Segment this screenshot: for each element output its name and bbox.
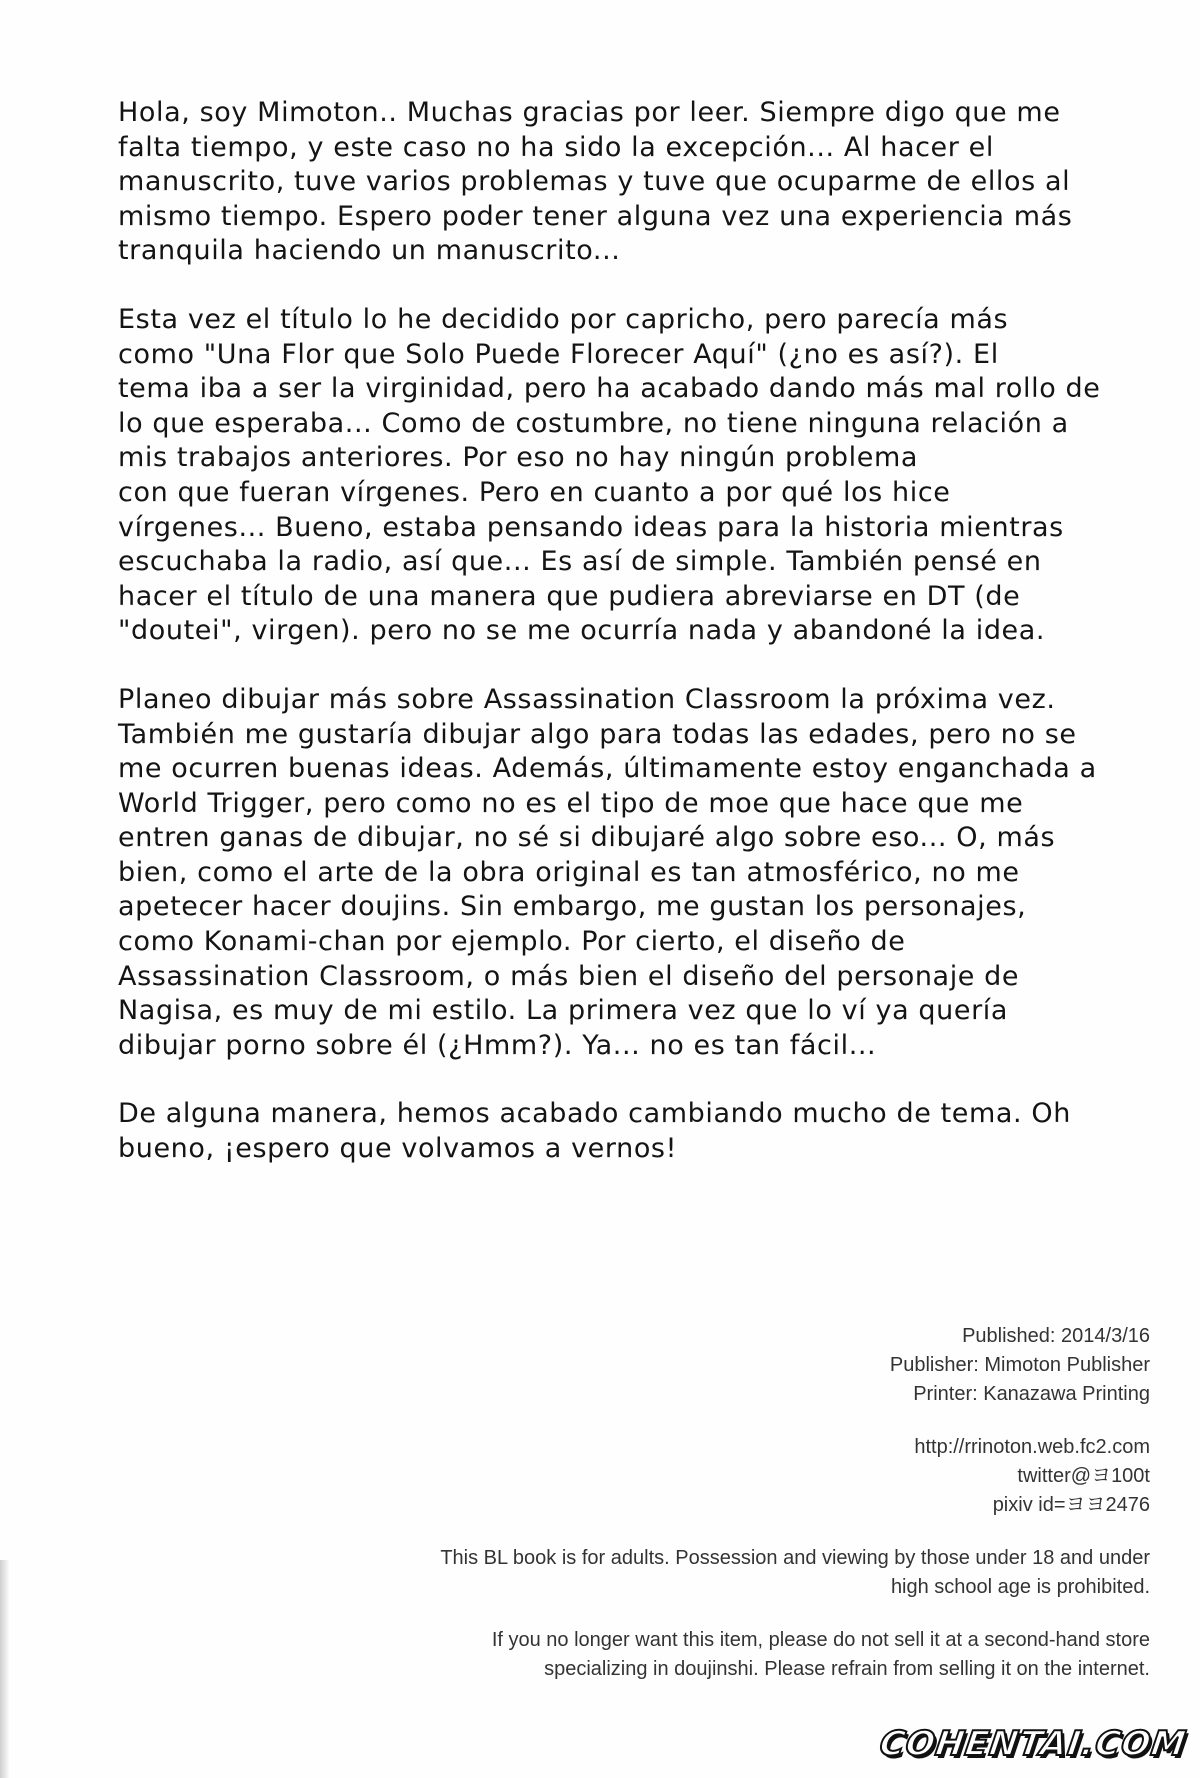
afterword-text bbox=[118, 96, 1118, 1201]
publisher-name: Publisher: Mimoton Publisher bbox=[889, 1354, 1150, 1376]
notice-line: If you no longer want this item, please do not sell it at a second-hand store bbox=[491, 1629, 1150, 1651]
text-line: Planeo dibujar más sobre Assassination Classroom la próxima vez. bbox=[118, 683, 1056, 715]
afterword-paragraph-4 bbox=[118, 1097, 1118, 1166]
text-line: Hola, soy Mimoton.. Muchas gracias por leer. Siempre digo que me bbox=[118, 97, 1061, 128]
text-line: bien, como el arte de la obra original es tan atmosférico, no me bbox=[118, 856, 1020, 888]
text-line: bueno, ¡espero que volvamos a vernos! bbox=[118, 1133, 678, 1165]
text-line: entren ganas de dibujar, no sé si dibujaré algo sobre eso... O, más bbox=[118, 822, 1056, 854]
printer-name: Printer: Kanazawa Printing bbox=[913, 1383, 1150, 1405]
text-line: tranquila haciendo un manuscrito... bbox=[118, 235, 621, 267]
text-line: World Trigger, pero como no es el tipo de moe que hace que me bbox=[118, 787, 1024, 819]
twitter-handle: twitter@ヨ100t bbox=[1017, 1465, 1150, 1487]
text-line: apetecer hacer doujins. Sin embargo, me gustan los personajes, bbox=[118, 891, 1027, 923]
afterword-paragraph-2 bbox=[118, 303, 1118, 649]
text-line: Esta vez el título lo he decidido por capricho, pero parecía más bbox=[118, 303, 1009, 335]
text-line: tema iba a ser la virginidad, pero ha acabado dando más mal rollo de bbox=[118, 373, 1101, 405]
contact-info bbox=[390, 1433, 1150, 1520]
text-line: "doutei", virgen). pero no se me ocurría nada y abandoné la idea. bbox=[118, 615, 1046, 647]
text-line: hacer el título de una manera que pudiera abreviarse en DT (de bbox=[118, 580, 1021, 612]
text-line: De alguna manera, hemos acabado cambiando mucho de tema. Oh bbox=[118, 1098, 1071, 1130]
text-line: vírgenes... Bueno, estaba pensando ideas para la historia mientras bbox=[118, 511, 1064, 543]
text-line: Assassination Classroom, o más bien el diseño del personaje de bbox=[118, 960, 1020, 992]
published-date: Published: 2014/3/16 bbox=[962, 1325, 1150, 1347]
afterword-paragraph-1 bbox=[118, 96, 1118, 269]
afterword-paragraph-3 bbox=[118, 683, 1118, 1064]
text-line: Nagisa, es muy de mi estilo. La primera vez que lo ví ya quería bbox=[118, 995, 1009, 1027]
pixiv-id: pixiv id=ヨヨ2476 bbox=[992, 1494, 1150, 1516]
publication-info bbox=[390, 1322, 1150, 1409]
text-line: lo que esperaba... Como de costumbre, no tiene ninguna relación a bbox=[118, 407, 1069, 439]
colophon bbox=[390, 1322, 1150, 1708]
text-line: con que fueran vírgenes. Pero en cuanto a por qué los hice bbox=[118, 476, 951, 508]
text-line: mismo tiempo. Espero poder tener alguna vez una experiencia más bbox=[118, 200, 1073, 232]
text-line: como Konami-chan por ejemplo. Por cierto, el diseño de bbox=[118, 926, 906, 958]
notice-line: high school age is prohibited. bbox=[890, 1576, 1150, 1598]
notice-line: This BL book is for adults. Possession and viewing by those under 18 and under bbox=[440, 1547, 1150, 1569]
text-line: También me gustaría dibujar algo para todas las edades, pero no se bbox=[118, 718, 1077, 750]
website-url: http://rrinoton.web.fc2.com bbox=[914, 1436, 1150, 1458]
text-line: manuscrito, tuve varios problemas y tuve que ocuparme de ellos al bbox=[118, 166, 1071, 198]
text-line: dibujar porno sobre él (¿Hmm?). Ya... no es tan fácil... bbox=[118, 1029, 877, 1061]
adults-notice bbox=[390, 1544, 1150, 1602]
text-line: me ocurren buenas ideas. Además, últimamente estoy enganchada a bbox=[118, 753, 1097, 785]
resale-notice bbox=[390, 1626, 1150, 1684]
text-line: como "Una Flor que Solo Puede Florecer Aquí" (¿no es así?). El bbox=[118, 338, 999, 370]
page-edge-shadow bbox=[0, 1560, 10, 1778]
text-line: mis trabajos anteriores. Por eso no hay ningún problema bbox=[118, 442, 919, 474]
site-watermark: COHENTAI.COM bbox=[877, 1724, 1189, 1764]
text-line: falta tiempo, y este caso no ha sido la excepción... Al hacer el bbox=[118, 131, 994, 163]
notice-line: specializing in doujinshi. Please refrain from selling it on the internet. bbox=[544, 1658, 1150, 1680]
text-line: escuchaba la radio, así que... Es así de simple. También pensé en bbox=[118, 546, 1042, 578]
